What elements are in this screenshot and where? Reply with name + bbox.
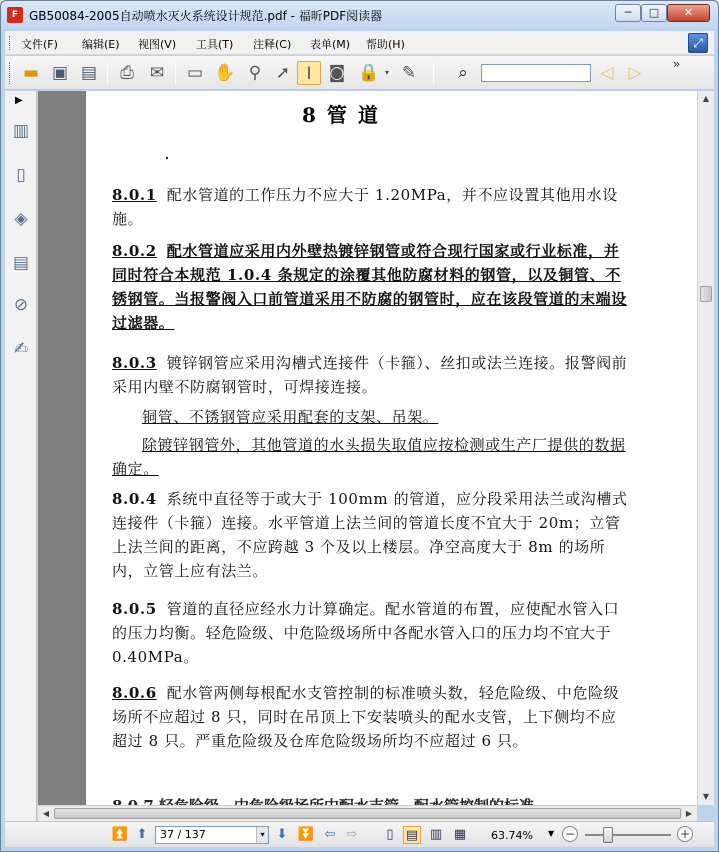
menu-comment[interactable]: 注释(C) (253, 38, 292, 51)
toolbar-separator (175, 62, 176, 84)
app-logo-icon: F (7, 7, 23, 23)
email-icon[interactable]: ✉ (149, 63, 165, 83)
clause-text: 铜管、不锈钢管应采用配套的支架、吊架。 (142, 408, 439, 426)
clause-text: 管道的直径应经水力计算确定。配水管道的布置，应使配水管入口的压力均衡。轻危险级、中危险级场所中各配水管入口的压力均不宜大于 0.40MPa。 (112, 600, 620, 666)
menu-edit[interactable]: 编辑(E) (82, 38, 120, 51)
zoom-dropdown-icon[interactable]: ▼ (548, 829, 555, 838)
menu-bar (5, 31, 714, 55)
bookmarks-icon[interactable]: ▥ (12, 121, 30, 141)
clause-text: 系统中直径等于或大于 100mm 的管道，应分段采用法兰或沟槽式连接件（卡箍）连接。水平管道上法兰间的管道长度不宜大于 20m；立管上法兰间的距离，不应跨越 3 个及以上楼层。净空高度大于 8m 的场所内，立管上应有法兰。 (112, 490, 628, 580)
scroll-down-icon[interactable]: ▼ (702, 792, 710, 801)
open-folder-icon[interactable]: ▬ (22, 63, 40, 83)
text-select-icon[interactable]: Ⅰ (297, 61, 321, 85)
rms-lock-icon[interactable]: 🔒 (358, 63, 380, 83)
maximize-button[interactable]: □ (641, 4, 667, 22)
pdf-page[interactable] (86, 91, 698, 805)
page-number-field[interactable] (155, 826, 269, 844)
clause-text: 镀锌钢管应采用沟槽式连接件（卡箍）、丝扣或法兰连接。报警阀前采用内壁不防腐钢管时，可焊接连接。 (112, 354, 628, 396)
paragraph-8-0-1 (112, 183, 632, 231)
menu-file[interactable]: 文件(F) (21, 38, 58, 51)
find-input[interactable] (481, 64, 591, 82)
clause-number: 8.0.3 (112, 354, 157, 372)
toolbar-grip[interactable] (9, 62, 12, 84)
clause-text: 配水管两侧每根配水支管控制的标准喷头数，轻危险级、中危险级场所不应超过 8 只，同时在吊顶上下安装喷头的配水支管，上下侧均不应超过 8 只。严重危险级及仓库危险级场所均不应超过 6 只。 (112, 684, 620, 750)
snapshot-camera-icon[interactable]: ◙ (328, 63, 346, 83)
find-binoculars-icon[interactable]: ⌕ (458, 63, 468, 83)
section-heading: 8 管 道 (302, 103, 380, 127)
sidebar-expand-icon[interactable]: ▶ (15, 95, 23, 106)
toolbar-separator (433, 62, 434, 84)
paragraph-8-0-2 (112, 239, 632, 335)
menu-help[interactable]: 帮助(H) (366, 38, 405, 51)
continuous-facing-view-icon[interactable]: ▦ (453, 827, 467, 842)
zoom-tool-icon[interactable]: ⚲ (248, 63, 262, 83)
menu-grip[interactable] (9, 36, 12, 50)
zoom-in-icon[interactable]: + (677, 826, 693, 842)
find-next-icon[interactable]: ▷ (628, 63, 642, 83)
rms-dropdown-icon[interactable]: ▾ (384, 68, 389, 77)
go-forward-icon[interactable]: ⇨ (346, 827, 358, 842)
clause-number: 8.0.5 (112, 600, 157, 618)
attachments-icon[interactable]: ⊘ (13, 295, 29, 315)
scroll-left-icon[interactable]: ◀ (42, 809, 50, 818)
paragraph-8-0-4 (112, 487, 632, 583)
paragraph-8-0-6 (112, 681, 632, 753)
zoom-slider-track[interactable] (585, 834, 671, 836)
page-indicator: 37 / 137 (160, 828, 206, 841)
sign-pen-icon[interactable]: ✎ (401, 63, 417, 83)
clause-number: 8.0.1 (112, 186, 157, 204)
minimize-button[interactable]: ─ (615, 4, 641, 22)
clause-text: 配水管道的工作压力不应大于 1.20MPa，并不应设置其他用水设施。 (112, 186, 618, 228)
menu-view[interactable]: 视图(V) (138, 38, 177, 51)
scroll-right-icon[interactable]: ▶ (685, 809, 693, 818)
layers-icon[interactable]: ◈ (14, 209, 28, 229)
find-previous-icon[interactable]: ◁ (600, 63, 614, 83)
first-page-icon[interactable]: ⏫ (111, 827, 129, 842)
next-page-icon[interactable]: ⬇ (276, 827, 288, 842)
pages-icon[interactable]: ▯ (16, 165, 26, 185)
paragraph-8-0-3-c (112, 433, 632, 481)
vertical-scroll-thumb[interactable] (700, 286, 712, 302)
paragraph-8-0-3-b (112, 405, 632, 429)
go-back-icon[interactable]: ⇦ (324, 827, 336, 842)
paragraph-8-0-3 (112, 351, 632, 399)
toolbar-separator (107, 62, 108, 84)
document-viewport[interactable] (38, 91, 697, 805)
menu-tools[interactable]: 工具(T) (196, 38, 234, 51)
save-icon[interactable]: ▣ (51, 63, 69, 83)
scan-speck (166, 157, 168, 159)
vertical-scrollbar[interactable] (697, 91, 714, 805)
title-bar (1, 1, 718, 29)
zoom-out-icon[interactable]: − (562, 826, 578, 842)
zoom-level: 63.74% (491, 829, 533, 842)
save-as-icon[interactable]: ▤ (80, 63, 98, 83)
signatures-icon[interactable]: ✍ (13, 339, 29, 359)
facing-view-icon[interactable]: ▥ (429, 827, 443, 842)
scroll-up-icon[interactable]: ▲ (702, 94, 710, 103)
paragraph-8-0-5 (112, 597, 632, 669)
comments-icon[interactable]: ▤ (12, 253, 30, 273)
clause-text: 配水管道应采用内外壁热镀锌钢管或符合现行国家或行业标准，并同时符合本规范 1.0.4 条规定的涂覆其他防腐材料的钢管，以及铜管、不锈钢管。当报警阀入口前管道采用不防腐的钢管时，应在该段管道的末端设过滤器。 (112, 242, 627, 332)
toolbar-overflow-icon[interactable]: » (673, 57, 681, 71)
main-toolbar (5, 56, 714, 90)
clause-number: 8.0.6 (112, 684, 157, 702)
previous-page-icon[interactable]: ⬆ (136, 827, 148, 842)
horizontal-scroll-thumb[interactable] (54, 808, 681, 819)
navigation-sidebar (5, 91, 37, 821)
presentation-icon[interactable]: ▭ (186, 63, 204, 83)
continuous-view-icon[interactable]: ▤ (403, 826, 421, 844)
horizontal-scrollbar[interactable] (38, 805, 697, 821)
clause-number: 8.0.4 (112, 490, 157, 508)
hand-tool-icon[interactable]: ✋ (214, 63, 236, 83)
close-button[interactable]: ✕ (667, 4, 710, 22)
clause-text: 除镀锌钢管外，其他管道的水头损失取值应按检测或生产厂提供的数据确定。 (112, 436, 626, 478)
menu-form[interactable]: 表单(M) (310, 38, 351, 51)
zoom-slider-handle[interactable] (603, 827, 613, 843)
select-pointer-icon[interactable]: ➚ (275, 63, 291, 83)
status-bar (5, 821, 714, 847)
single-page-view-icon[interactable]: ▯ (386, 827, 394, 842)
page-dropdown-icon[interactable]: ▾ (256, 827, 268, 843)
window-title: GB50084-2005自动喷水灭火系统设计规范.pdf - 福昕PDF阅读器 (29, 9, 383, 23)
restore-layout-icon[interactable]: ⤢ (688, 33, 708, 53)
last-page-icon[interactable]: ⏬ (297, 827, 315, 842)
print-icon[interactable]: ⎙ (120, 63, 134, 83)
clause-number: 8.0.2 (112, 242, 157, 260)
